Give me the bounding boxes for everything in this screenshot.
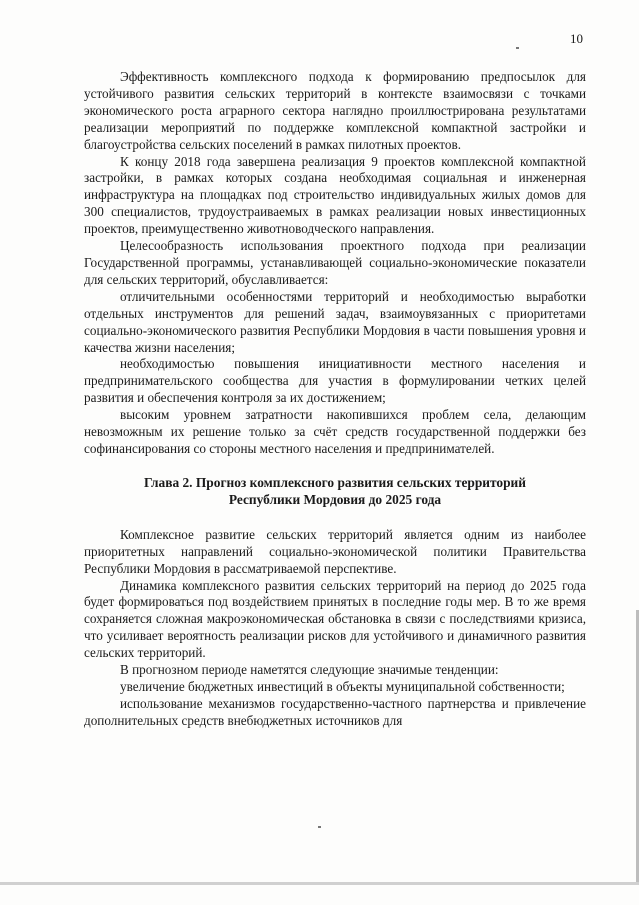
list-paragraph: увеличение бюджетных инвестиций в объекты муниципальной собственности; bbox=[120, 679, 565, 694]
list-paragraph: необходимостью повышения инициативности местного населения и предпринимательского сообщества для участия в формулировании четких целей развития и обеспечения контроля за их достижением; bbox=[84, 356, 586, 406]
paragraph: Комплексное развитие сельских территорий является одним из наиболее приоритетных направлений социально-экономической политики Правительства Республики Мордовия в рассматриваемой перспективе. bbox=[84, 526, 586, 576]
list-paragraph: отличительными особенностями территорий и необходимостью выработки отдельных инструментов для решений задач, взаимоувязанных с приоритетами социально-экономического развития Республики Мордовия в части повышения уровня и качества жизни населения; bbox=[84, 288, 586, 355]
chapter-heading bbox=[84, 474, 586, 508]
chapter-heading-line2: Республики Мордовия до 2025 года bbox=[228, 491, 442, 507]
paragraph: В прогнозном периоде наметятся следующие значимые тенденции: bbox=[120, 662, 499, 678]
page-number: 10 bbox=[570, 31, 583, 46]
list-paragraph: использование механизмов государственно-частного партнерства и привлечение дополнительных средств внебюджетных источников для bbox=[84, 695, 586, 728]
scan-edge-shadow bbox=[0, 882, 639, 885]
paragraph: Целесообразность использования проектного подхода при реализации Государственной программы, устанавливающей социально-экономические показатели для сельских территорий, обуславливается: bbox=[84, 238, 586, 287]
list-paragraph: высоким уровнем затратности накопившихся проблем села, делающим невозможным их решение только за счёт средств государственной поддержки без софинансирования со стороны местного населения и предпринимателей. bbox=[84, 407, 586, 456]
scan-speck bbox=[516, 47, 519, 49]
document-body bbox=[84, 69, 586, 730]
paragraph: Эффективность комплексного подхода к формированию предпосылок для устойчивого развития сельских территорий в контексте взаимосвязи с точками экономического роста аграрного сектора наглядно проиллюстрирована результатами реализации мероприятий по поддержке комплексной компактной застройки и благоустройства сельских поселений в рамках пилотных проектов. bbox=[84, 69, 586, 152]
chapter-heading-line1: Глава 2. Прогноз комплексного развития сельских территорий bbox=[144, 474, 526, 490]
paragraph: К концу 2018 года завершена реализация 9 проектов комплексной компактной застройки, в рамках которых создана необходимая социальная и инженерная инфраструктура на площадках под строительство индивидуальных жилых домов для 300 специалистов, трудоустраиваемых в рамках реализации новых инвестиционных проектов, преимущественно животноводческого направления. bbox=[84, 153, 586, 237]
paragraph: Динамика комплексного развития сельских территорий на период до 2025 года будет формироваться под воздействием принятых в последние годы мер. В то же время сохраняется сложная макроэкономическая обстановка в связи с последствиями кризиса, что усиливает вероятность реализации рисков для устойчивого и динамичного развития сельских территорий. bbox=[84, 577, 586, 661]
scan-speck bbox=[318, 826, 321, 828]
